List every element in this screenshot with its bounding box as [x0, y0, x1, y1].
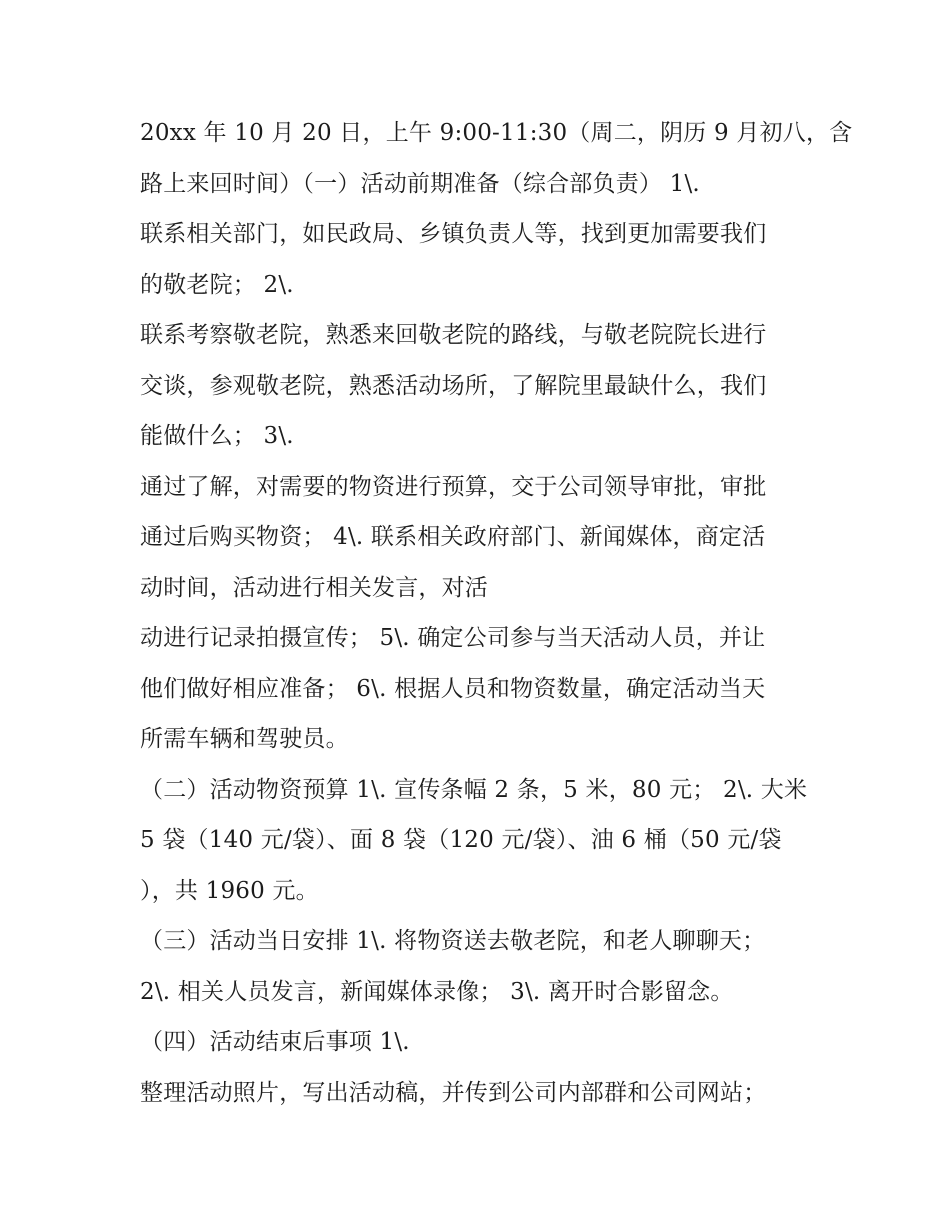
text-line: 能做什么； 3\. — [140, 423, 294, 449]
document-body — [140, 108, 853, 1118]
text-line: 5 袋（140 元/袋）、面 8 袋（120 元/袋）、油 6 桶（50 元/袋 — [140, 827, 782, 853]
text-line: ），共 1960 元。 — [140, 877, 319, 904]
text-line: 联系考察敬老院，熟悉来回敬老院的路线，与敬老院院长进行 — [140, 322, 767, 348]
text-line: 的敬老院； 2\. — [140, 271, 294, 298]
text-line: 路上来回时间）（一）活动前期准备（综合部负责） 1\. — [140, 170, 700, 197]
text-line: 通过了解，对需要的物资进行预算，交于公司领导审批，审批 — [140, 473, 767, 500]
text-line: 动进行记录拍摄宣传； 5\. 确定公司参与当天活动人员，并让 — [140, 625, 766, 651]
text-line: 2\. 相关人员发言，新闻媒体录像； 3\. 离开时合影留念。 — [140, 978, 734, 1005]
text-line: （二）活动物资预算 1\. 宣传条幅 2 条，5 米，80 元； 2\. 大米 — [140, 776, 808, 803]
text-line: 交谈，参观敬老院，熟悉活动场所，了解院里最缺什么，我们 — [140, 372, 767, 399]
text-line: 他们做好相应准备； 6\. 根据人员和物资数量，确定活动当天 — [140, 675, 766, 702]
text-line: 整理活动照片，写出活动稿，并传到公司内部群和公司网站； — [140, 1079, 767, 1106]
text-line: 所需车辆和驾驶员。 — [140, 726, 349, 752]
text-line: 20xx 年 10 月 20 日，上午 9:00-11:30（周二，阴历 9 月初八，含 — [140, 120, 853, 146]
text-line: （三）活动当日安排 1\. 将物资送去敬老院，和老人聊聊天； — [140, 928, 766, 954]
text-line: 通过后购买物资； 4\. 联系相关政府部门、新闻媒体，商定活 — [140, 524, 766, 550]
text-line: 动时间，活动进行相关发言，对活 — [140, 574, 488, 601]
text-line: （四）活动结束后事项 1\. — [140, 1029, 410, 1055]
text-line: 联系相关部门，如民政局、乡镇负责人等，找到更加需要我们 — [140, 221, 767, 247]
